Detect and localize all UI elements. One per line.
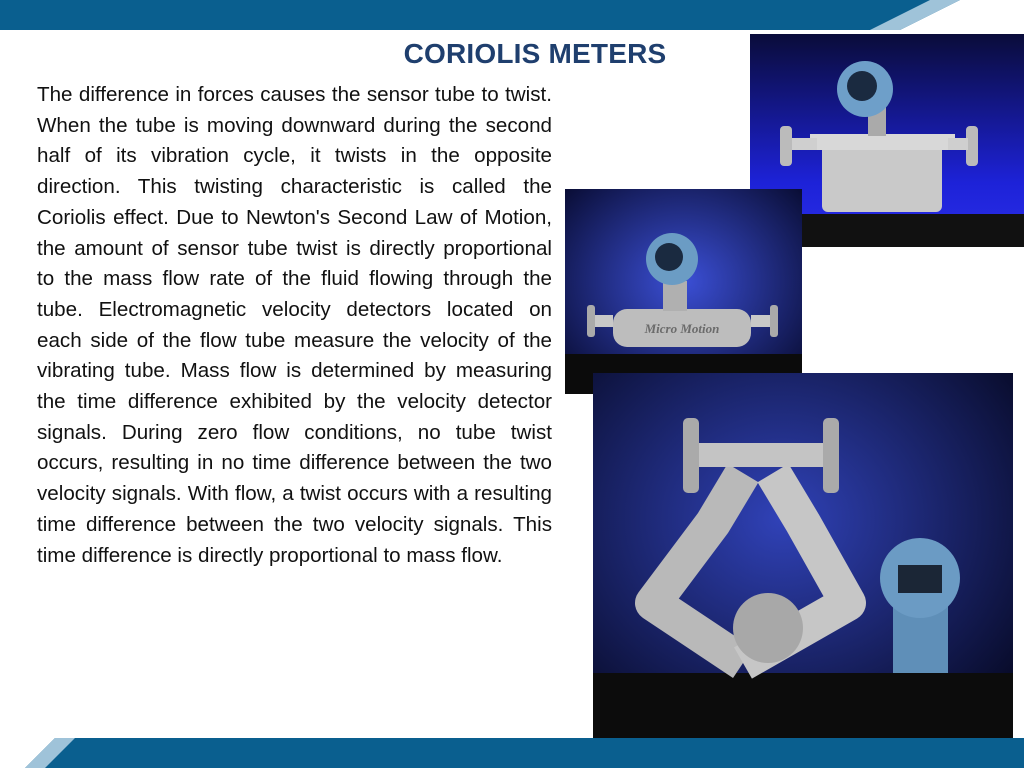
coriolis-meter-photo-3 [593,373,1013,738]
body-paragraph: The difference in forces causes the sensor tube to twist. When the tube is moving downward during the second half of its vibration cycle, it twists in the opposite direction. This twisting characteristic is called the Coriolis effect. Due to Newton's Second Law of Motion, the amount of sensor tube twist is directly proportional to the mass flow rate of the fluid flowing through the tube. Electromagnetic velocity detectors located on each side of the flow tube measure the velocity of the vibrating tube. Mass flow is determined by measuring the time difference exhibited by the velocity detector signals. During zero flow conditions, no tube twist occurs, resulting in no time difference between the two velocity signals. With flow, a twist occurs with a resulting time difference between the two velocity signals. This time difference is directly proportional to mass flow. [37,83,552,567]
coriolis-meter-photo-2 [565,189,802,394]
bottom-banner [0,738,1024,768]
top-banner [0,0,1024,30]
slide-title: CORIOLIS METERS [403,38,667,69]
micro-motion-logo: Micro Motion [644,321,720,336]
